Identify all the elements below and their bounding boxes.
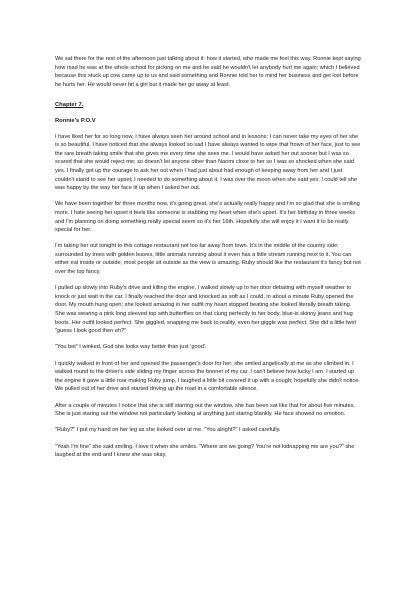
pov-heading: Ronnie's P.O.V <box>55 117 96 124</box>
paragraph: I'm taking her out tonight to this cottage restaurant not too far away from town. It's in the middle of the country side: surrounded by trees with golden leaves, little animals running about it even has a little stream running next to it. You can either eat inside or outside; most people sit outside as the view is amazing. Ruby should like the restaurant it's fancy but not over the top fancy. <box>55 243 361 276</box>
paragraph: "Yeah I'm fine" she said smiling. I love it when she smiles. "Where are we going? You're not kidnapping me are you?" she laughed at the end and I knew she was okay. <box>55 443 355 459</box>
paragraph: I have liked her for so long now, I have always seen her around school and in lessons; I can never take my eyes of her she is so beautiful. I have noticed that she always looked so sad I have always wanted to wipe that frown of her face, just to see the rare breath taking smile that she gives me every time she sees me. I would have asked her out sooner but I was so scared that she would reject me; so doesn't let anyone other than Naomi close to her so I was so shocked when she said yes. I finally got up the courage to ask her out when I had just about had enough of keeping away from her and I just couldn't stand to see her upset; I needed to do something about it. I was over the moon when she said yes; I could tell she was happy by the way her face lit up when I asked her out. <box>55 133 361 192</box>
paragraph-intro: We sat there for the rest of the afternoon just talking about it: how it started, who made me feel this way. Ronnie kept saying how mad he was at the whole school for picking on me and he said he wouldn't let anybody hurt me again; which I believed because this stuck up cow came up to us and said something and Ronnie told her to mind her business and get lost before he hurts her. He would never hit a girl but it made her go away at least. <box>55 56 361 88</box>
paragraph: "You bet" I winked, God she looks way better than just 'good'. <box>55 344 207 351</box>
paragraph: "Ruby?" I put my hand on her leg as she looked over at me. "You alright?" I asked carefully. <box>55 427 281 434</box>
paragraph: I pulled up slowly into Ruby's drive and killing the engine, I walked slowly up to her door debating with myself weather to knock or just wait in the car. I finally reached the door and knocked as soft as I could, in about a minute Ruby opened the door. My mouth hung open; she looked amazing in her outfit my heart stopped beating she looked literally breath taking. She was wearing a pink long sleeved top with butterflies on that clung perfectly to her body, blue-is skinny jeans and hug boots. Her outfit looked perfect. She giggled, snapping me back to reality, even her giggle was perfect. She did a little twirl "guess I look good then eh?" <box>55 285 356 335</box>
paragraph: After a couple of minutes I notice that she is still starring out the window, she has been sat like that for about five minutes. She is just staring out the window not particularly looking at anything just staring blankly. He face showed no emotion. <box>55 402 356 418</box>
chapter-heading: Chapter 7. <box>55 102 84 109</box>
paragraph: We have been together for three months now, it's going great, she's actually really happy and I'm so glad that she is smiling more. I hate seeing her upset it feels like someone is stabbing my heart when she's upset. It's her birthday in three weeks and I'm planning on doing something really special seem so it's her 16th. Hopefully she will enjoy it I want it to be really special for her. <box>55 201 360 234</box>
paragraph: I quickly walked in front of her and opened the passenger's door for her; she smiled angelically at me as she climbed in. I walked round to the driver's side sliding my finger across the bonnet of my car. I can't believe how lucky I am. I started up the engine it gave a little roar making Ruby jump, I laughed a little bit covered it up with a cough; hopefully she didn't notice. We pulled out of her drive and started driving up the road in a comfortable silence. <box>55 360 360 393</box>
